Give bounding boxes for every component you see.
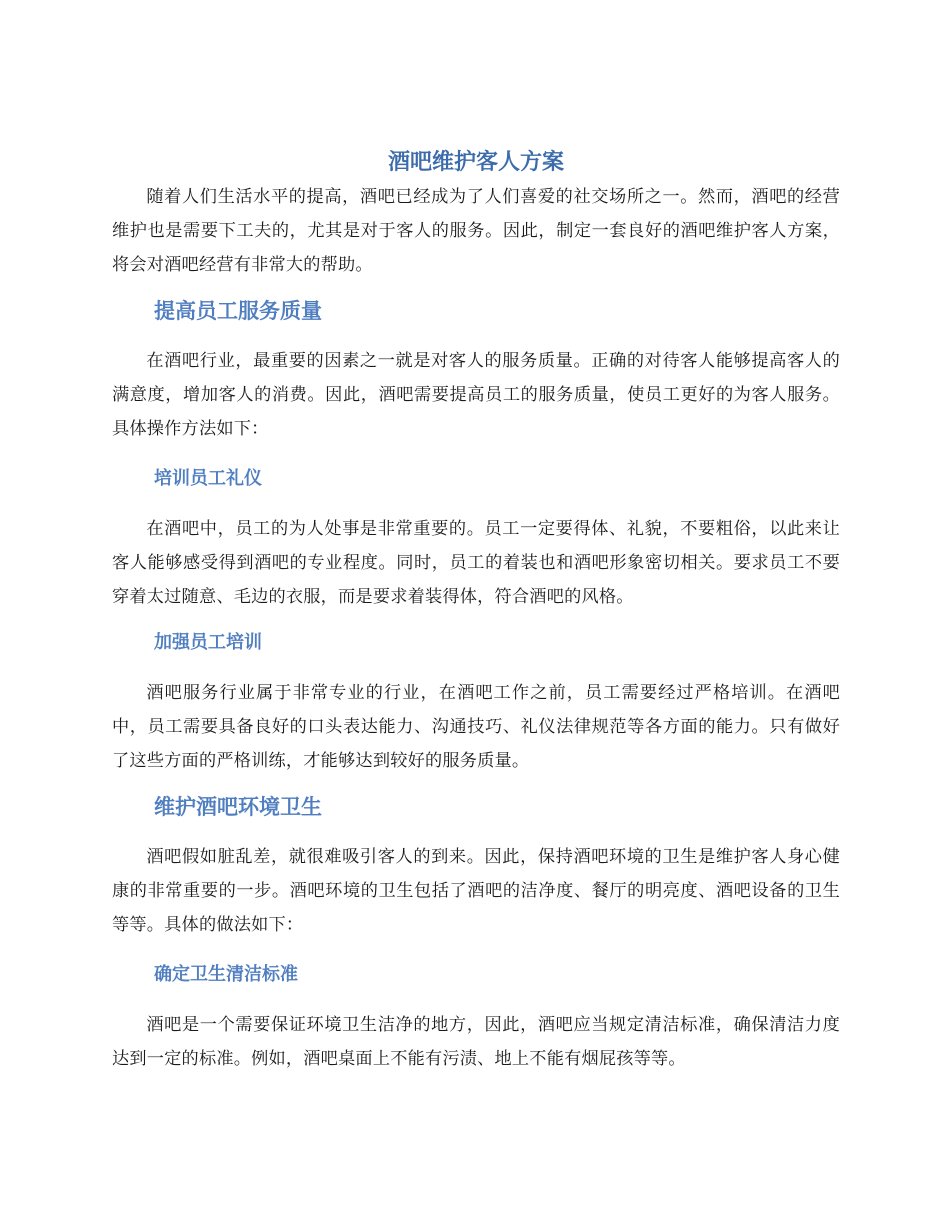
subsection-paragraph-training: 酒吧服务行业属于非常专业的行业，在酒吧工作之前，员工需要经过严格培训。在酒吧中，员工需要具备良好的口头表达能力、沟通技巧、礼仪法律规范等各方面的能力。只有做好了这些方面的严格训练，才能够达到较好的服务质量。 — [112, 683, 840, 771]
document-page — [112, 146, 840, 1076]
section-heading-hygiene: 维护酒吧环境卫生 — [154, 795, 322, 819]
subsection-heading-training: 加强员工培训 — [154, 632, 262, 653]
subsection-paragraph-etiquette: 在酒吧中，员工的为人处事是非常重要的。员工一定要得体、礼貌，不要粗俗，以此来让客人能够感受得到酒吧的专业程度。同时，员工的着装也和酒吧形象密切相关。要求员工不要穿着太过随意、毛边的衣服，而是要求着装得体，符合酒吧的风格。 — [112, 519, 840, 607]
section-paragraph-service-quality: 在酒吧行业，最重要的因素之一就是对客人的服务质量。正确的对待客人能够提高客人的满意度，增加客人的消费。因此，酒吧需要提高员工的服务质量，使员工更好的为客人服务。具体操作方法如下： — [112, 351, 840, 439]
subsection-heading-cleaning-standard: 确定卫生清洁标准 — [154, 964, 298, 985]
document-title: 酒吧维护客人方案 — [387, 150, 564, 175]
subsection-paragraph-cleaning-standard: 酒吧是一个需要保证环境卫生洁净的地方，因此，酒吧应当规定清洁标准，确保清洁力度达到一定的标准。例如，酒吧桌面上不能有污渍、地上不能有烟屁孩等等。 — [112, 1015, 840, 1069]
section-paragraph-hygiene: 酒吧假如脏乱差，就很难吸引客人的到来。因此，保持酒吧环境的卫生是维护客人身心健康的非常重要的一步。酒吧环境的卫生包括了酒吧的洁净度、餐厅的明亮度、酒吧设备的卫生等等。具体的做法如下： — [112, 847, 840, 935]
subsection-heading-etiquette: 培训员工礼仪 — [154, 468, 262, 489]
section-heading-service-quality: 提高员工服务质量 — [154, 299, 322, 323]
intro-paragraph: 随着人们生活水平的提高，酒吧已经成为了人们喜爱的社交场所之一。然而，酒吧的经营维护也是需要下工夫的，尤其是对于客人的服务。因此，制定一套良好的酒吧维护客人方案，将会对酒吧经营有非常大的帮助。 — [112, 187, 840, 275]
